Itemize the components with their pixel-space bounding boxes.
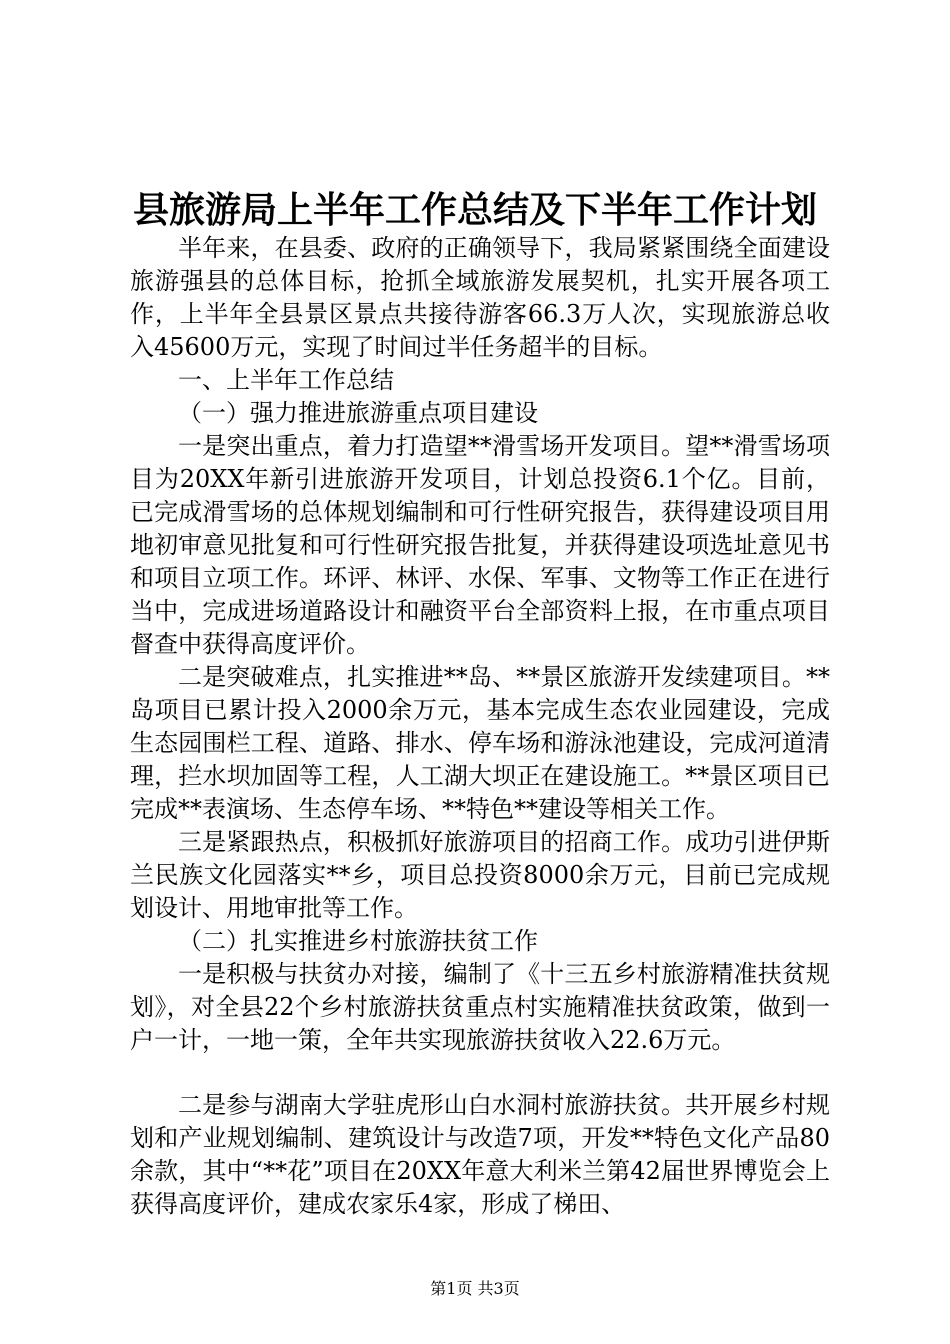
page-number: 第1页 共3页	[430, 1279, 520, 1298]
document-title: 县旅游局上半年工作总结及下半年工作计划	[132, 189, 817, 231]
document-body	[130, 232, 830, 1221]
paragraph-item-2: 二是突破难点，扎实推进**岛、**景区旅游开发续建项目。**岛项目已累计投入2000余万元，基本完成生态农业园建设，完成生态园围栏工程、道路、排水、停车场和游泳池建设，完成河道清理，拦水坝加固等工程，人工湖大坝正在建设施工。**景区项目已完成**表演场、生态停车场、**特色**建设等相关工作。	[130, 663, 830, 823]
paragraph-poverty-2: 二是参与湖南大学驻虎形山白水洞村旅游扶贫。共开展乡村规划和产业规划编制、建筑设计与改造7项，开发**特色文化产品80余款，其中“**花”项目在20XX年意大利米兰第42届世界博览会上获得高度评价，建成农家乐4家，形成了梯田、	[130, 1091, 830, 1218]
subsection-heading-2: （二）扎实推进乡村旅游扶贫工作	[178, 927, 538, 955]
section-heading-1: 一、上半年工作总结	[178, 366, 394, 394]
paragraph-item-3: 三是紧跟热点，积极抓好旅游项目的招商工作。成功引进伊斯兰民族文化园落实**乡，项目总投资8000余万元，目前已完成规划设计、用地审批等工作。	[130, 828, 830, 922]
paragraph-poverty-1: 一是积极与扶贫办对接，编制了《十三五乡村旅游精准扶贫规划》，对全县22个乡村旅游扶贫重点村实施精准扶贫政策，做到一户一计，一地一策，全年共实现旅游扶贫收入22.6万元。	[130, 960, 830, 1054]
paragraph-item-1: 一是突出重点，着力打造望**滑雪场开发项目。望**滑雪场项目为20XX年新引进旅游开发项目，计划总投资6.1个亿。目前，已完成滑雪场的总体规划编制和可行性研究报告，获得建设项目用地初审意见批复和可行性研究报告批复，并获得建设项选址意见书和项目立项工作。环评、林评、水保、军事、文物等工作正在进行当中，完成进场道路设计和融资平台全部资料上报，在市重点项目督查中获得高度评价。	[130, 432, 830, 658]
paragraph-intro: 半年来，在县委、政府的正确领导下，我局紧紧围绕全面建设旅游强县的总体目标，抢抓全域旅游发展契机，扎实开展各项工作，上半年全县景区景点共接待游客66.3万人次，实现旅游总收入45600万元，实现了时间过半任务超半的目标。	[130, 234, 830, 361]
subsection-heading-1: （一）强力推进旅游重点项目建设	[178, 399, 538, 427]
